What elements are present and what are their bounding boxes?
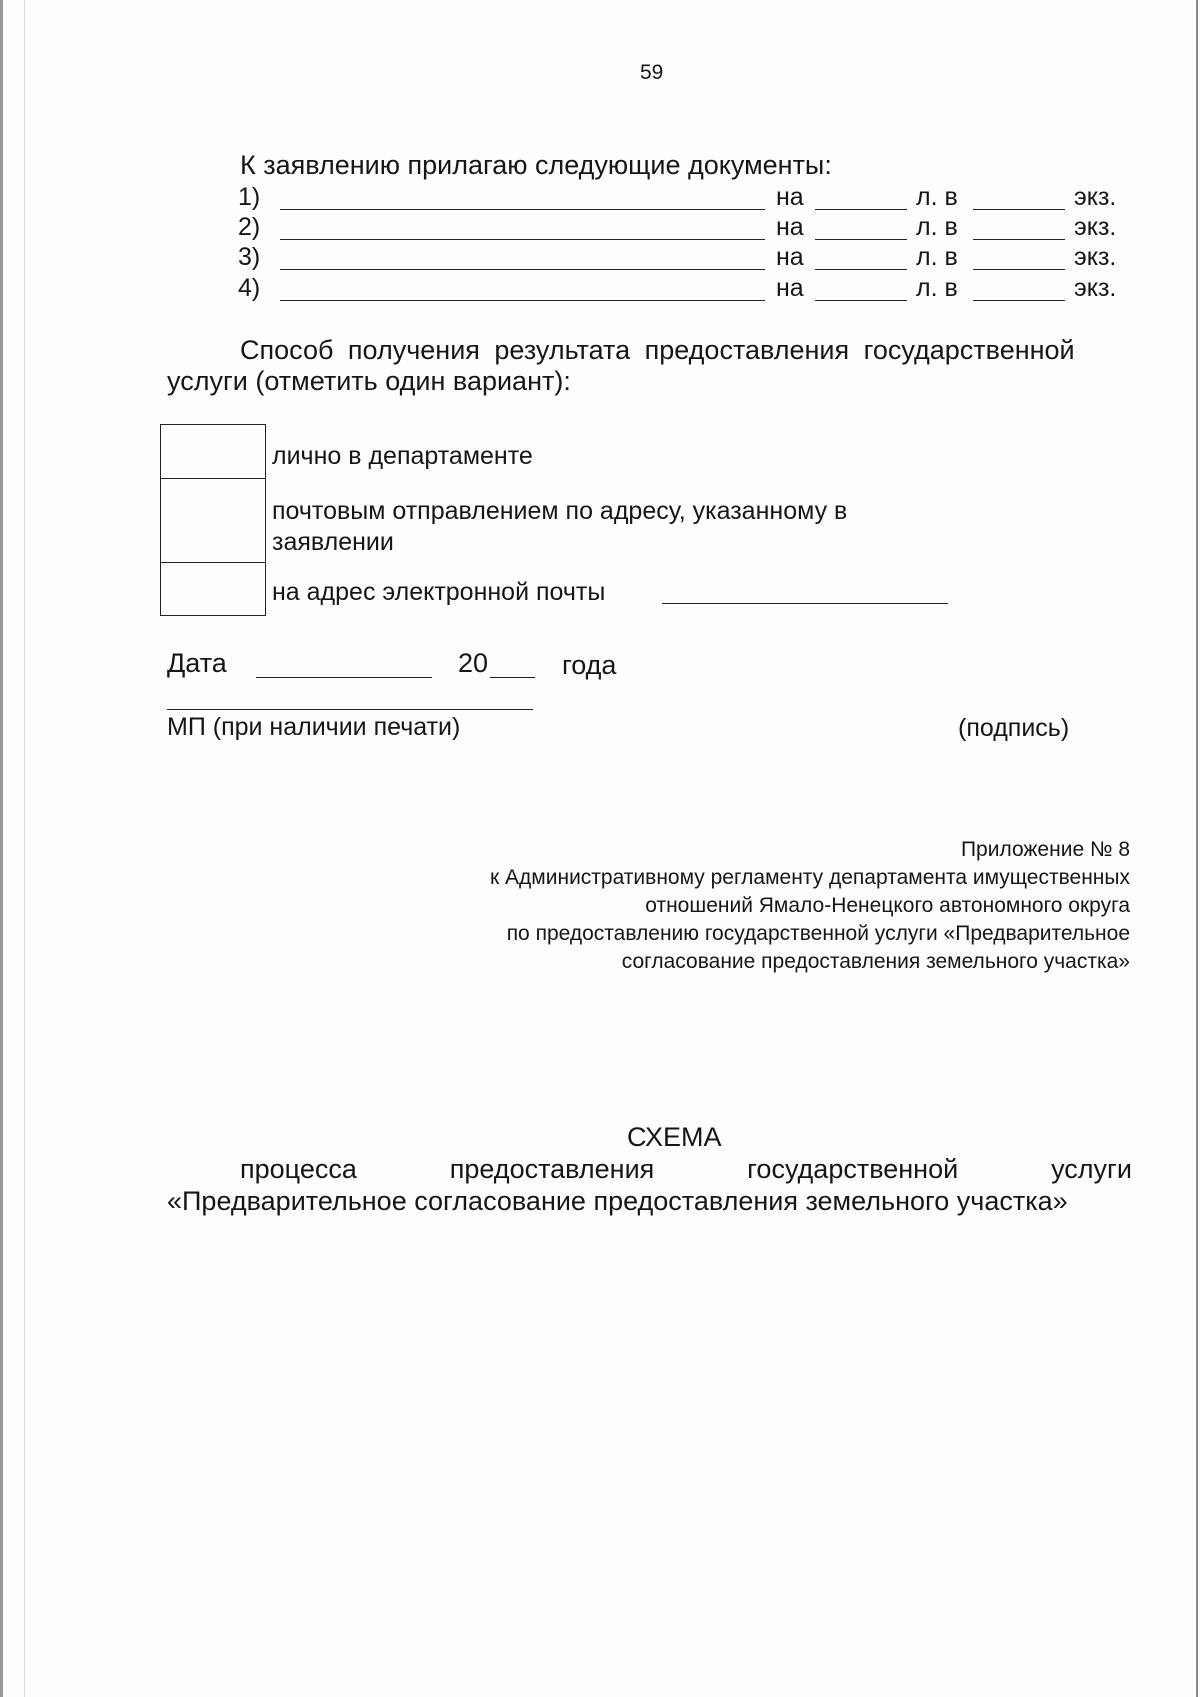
sheets-count-line[interactable]	[815, 239, 907, 240]
option-label-email: на адрес электронной почты	[272, 578, 606, 606]
copies-count-line[interactable]	[973, 300, 1065, 301]
sheets-count-line[interactable]	[815, 269, 907, 270]
appendix-line-1: Приложение № 8	[960, 838, 1130, 861]
scheme-title: СХЕМА	[627, 1122, 722, 1152]
attachment-number: 4)	[238, 274, 261, 302]
appendix-line-5: согласование предоставления земельного участка»	[621, 950, 1130, 973]
copies-count-line[interactable]	[973, 269, 1065, 270]
attachment-sheets-label: л. в	[916, 243, 958, 271]
attachment-row-1	[238, 183, 1123, 213]
attachment-na-label: на	[776, 183, 804, 211]
appendix-line-2: к Административному регламенту департамента имущественных	[490, 866, 1130, 889]
attachment-number: 1)	[238, 183, 261, 211]
appendix-line-4: по предоставлению государственной услуги «Предварительное	[506, 922, 1130, 945]
scan-edge-line	[24, 0, 25, 1697]
copies-count-line[interactable]	[973, 239, 1065, 240]
option-label-postal-1: почтовым отправлением по адресу, указанному в	[272, 497, 848, 525]
scheme-subtitle-word: предоставления	[449, 1154, 655, 1184]
email-address-line[interactable]	[662, 603, 948, 604]
document-name-line[interactable]	[280, 209, 765, 210]
attachment-copies-label: экз.	[1074, 183, 1117, 211]
scan-edge-left	[0, 0, 3, 1697]
page-number: 59	[640, 61, 664, 84]
scheme-subtitle-word: государственной	[747, 1154, 959, 1184]
document-name-line[interactable]	[280, 269, 765, 270]
method-line-2: услуги (отметить один вариант):	[167, 366, 571, 396]
option-label-postal-2: заявлении	[272, 528, 394, 556]
copies-count-line[interactable]	[973, 209, 1065, 210]
attachment-na-label: на	[776, 243, 804, 271]
year-suffix: года	[562, 650, 617, 680]
date-line[interactable]	[256, 677, 432, 678]
year-prefix: 20	[458, 648, 489, 678]
attachments-intro: К заявлению прилагаю следующие документы:	[240, 150, 832, 180]
appendix-line-3: отношений Ямало-Ненецкого автономного округа	[645, 894, 1130, 917]
sheets-count-line[interactable]	[815, 300, 907, 301]
option-checkbox-in-person[interactable]	[160, 424, 266, 479]
attachment-row-4	[238, 274, 1123, 304]
attachment-number: 2)	[238, 213, 261, 241]
scan-edge-right	[1196, 0, 1198, 1697]
date-label: Дата	[167, 648, 227, 678]
attachment-row-3	[238, 243, 1123, 273]
year-line[interactable]	[490, 677, 535, 678]
attachment-na-label: на	[776, 274, 804, 302]
attachment-copies-label: экз.	[1074, 274, 1117, 302]
attachment-sheets-label: л. в	[916, 213, 958, 241]
signature-line[interactable]	[167, 709, 533, 710]
option-checkbox-email[interactable]	[160, 562, 266, 616]
attachment-row-2	[238, 213, 1123, 243]
scheme-subtitle-word: услуги	[1051, 1154, 1132, 1184]
signature-label: (подпись)	[958, 714, 1070, 742]
scheme-subtitle-line-1	[240, 1154, 1132, 1185]
attachment-na-label: на	[776, 213, 804, 241]
method-line-1-text: Способ получения результата предоставления государственной	[240, 335, 1075, 365]
sheets-count-line[interactable]	[815, 209, 907, 210]
option-label-in-person: лично в департаменте	[272, 442, 533, 470]
document-name-line[interactable]	[280, 300, 765, 301]
attachment-copies-label: экз.	[1074, 213, 1117, 241]
method-line-1	[240, 335, 1132, 366]
option-checkbox-postal[interactable]	[160, 478, 266, 563]
scheme-subtitle-word: процесса	[240, 1154, 357, 1184]
attachment-number: 3)	[238, 243, 261, 271]
stamp-label: МП (при наличии печати)	[167, 713, 461, 741]
scheme-subtitle-line-2: «Предварительное согласование предоставления земельного участка»	[167, 1186, 1068, 1216]
document-name-line[interactable]	[280, 239, 765, 240]
attachment-sheets-label: л. в	[916, 274, 958, 302]
attachment-copies-label: экз.	[1074, 243, 1117, 271]
attachment-sheets-label: л. в	[916, 183, 958, 211]
